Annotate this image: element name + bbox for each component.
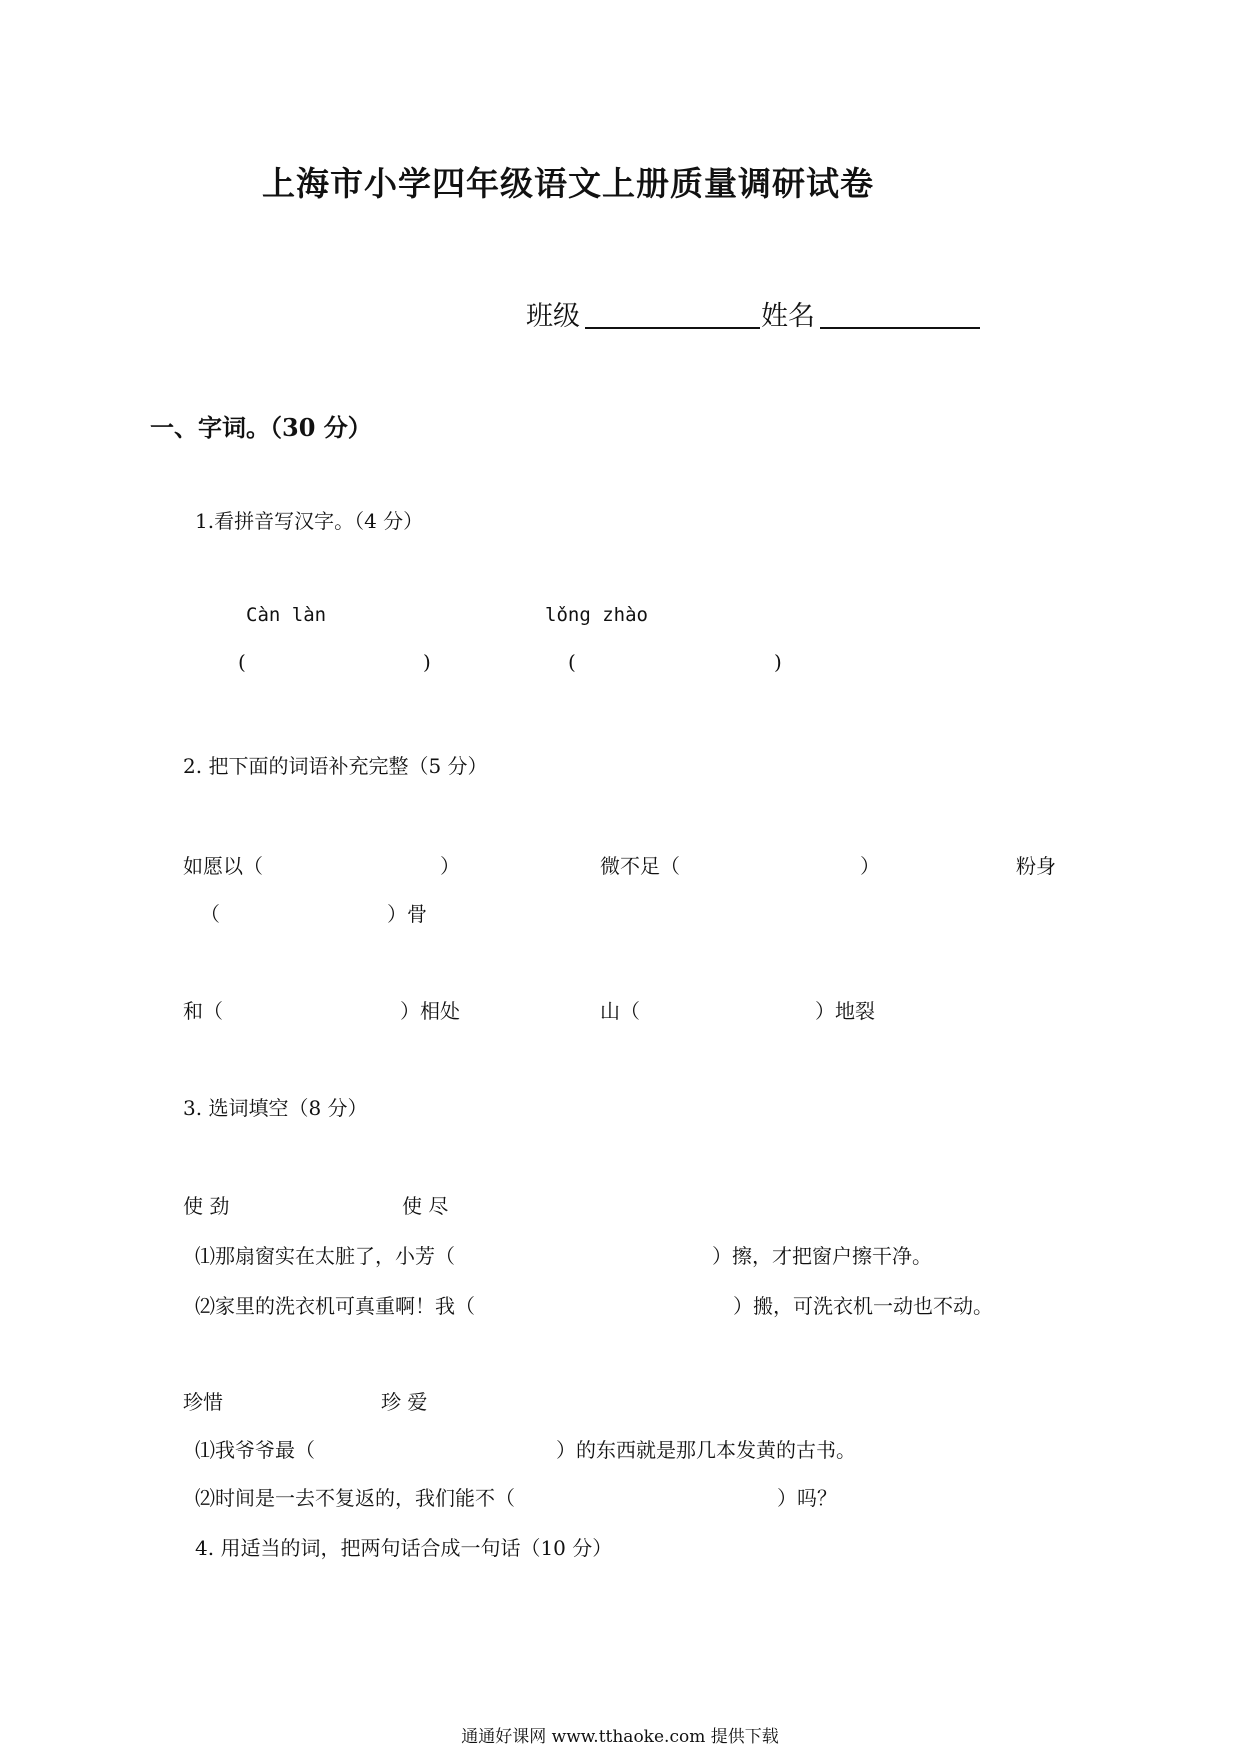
sentence-2-part-a: ⑵家里的洗衣机可真重啊！我（ xyxy=(195,1294,475,1318)
class-label: 班级 xyxy=(526,301,580,332)
word-choice-2b: 珍 爱 xyxy=(381,1390,428,1414)
word-choice-2a: 珍惜 xyxy=(183,1390,223,1414)
word-4-prefix: 和（ xyxy=(183,999,223,1023)
word-1-suffix: ） xyxy=(440,854,460,878)
word-2-suffix: ） xyxy=(860,854,880,878)
question-4-title: 4. 用适当的词，把两句话合成一句话（10 分） xyxy=(195,1536,613,1560)
page-title: 上海市小学四年级语文上册质量调研试卷 xyxy=(262,164,874,203)
word-3-suffix: ）骨 xyxy=(387,902,427,926)
footer-text: 通通好课网 www.tthaoke.com 提供下载 xyxy=(461,1727,779,1747)
word-1-prefix: 如愿以（ xyxy=(183,854,263,878)
paren-close-2: ) xyxy=(774,650,782,674)
word-3-prefix: 粉身 xyxy=(1016,854,1056,878)
paren-open-2: ( xyxy=(568,650,576,674)
word-choice-1a: 使 劲 xyxy=(183,1194,230,1218)
question-2-title: 2. 把下面的词语补充完整（5 分） xyxy=(183,754,488,778)
name-label: 姓名 xyxy=(761,301,815,332)
sentence-1-part-b: ）擦，才把窗户擦干净。 xyxy=(712,1244,932,1268)
class-blank[interactable] xyxy=(585,327,760,329)
paren-open-1: ( xyxy=(238,650,246,674)
paren-close-1: ) xyxy=(423,650,431,674)
section-heading: 一、字词。（30 分） xyxy=(150,413,372,442)
pinyin-2: lǒng zhào xyxy=(545,604,648,626)
word-choice-1b: 使 尽 xyxy=(402,1194,449,1218)
sentence-3-part-a: ⑴我爷爷最（ xyxy=(195,1438,315,1462)
word-5-prefix: 山（ xyxy=(600,999,640,1023)
sentence-4-part-b: ）吗？ xyxy=(777,1486,837,1510)
sentence-2-part-b: ）搬，可洗衣机一动也不动。 xyxy=(733,1294,993,1318)
word-4-suffix: ）相处 xyxy=(400,999,460,1023)
sentence-4-part-a: ⑵时间是一去不复返的，我们能不（ xyxy=(195,1486,515,1510)
word-5-suffix: ）地裂 xyxy=(815,999,875,1023)
name-blank[interactable] xyxy=(820,327,980,329)
sentence-3-part-b: ）的东西就是那几本发黄的古书。 xyxy=(556,1438,856,1462)
question-3-title: 3. 选词填空（8 分） xyxy=(183,1096,368,1120)
sentence-1-part-a: ⑴那扇窗实在太脏了，小芳（ xyxy=(195,1244,455,1268)
word-2-prefix: 微不足（ xyxy=(600,854,680,878)
pinyin-1: Càn làn xyxy=(246,604,327,626)
question-1-title: 1.看拼音写汉字。（4 分） xyxy=(195,509,424,533)
word-3-paren: （ xyxy=(200,902,220,926)
